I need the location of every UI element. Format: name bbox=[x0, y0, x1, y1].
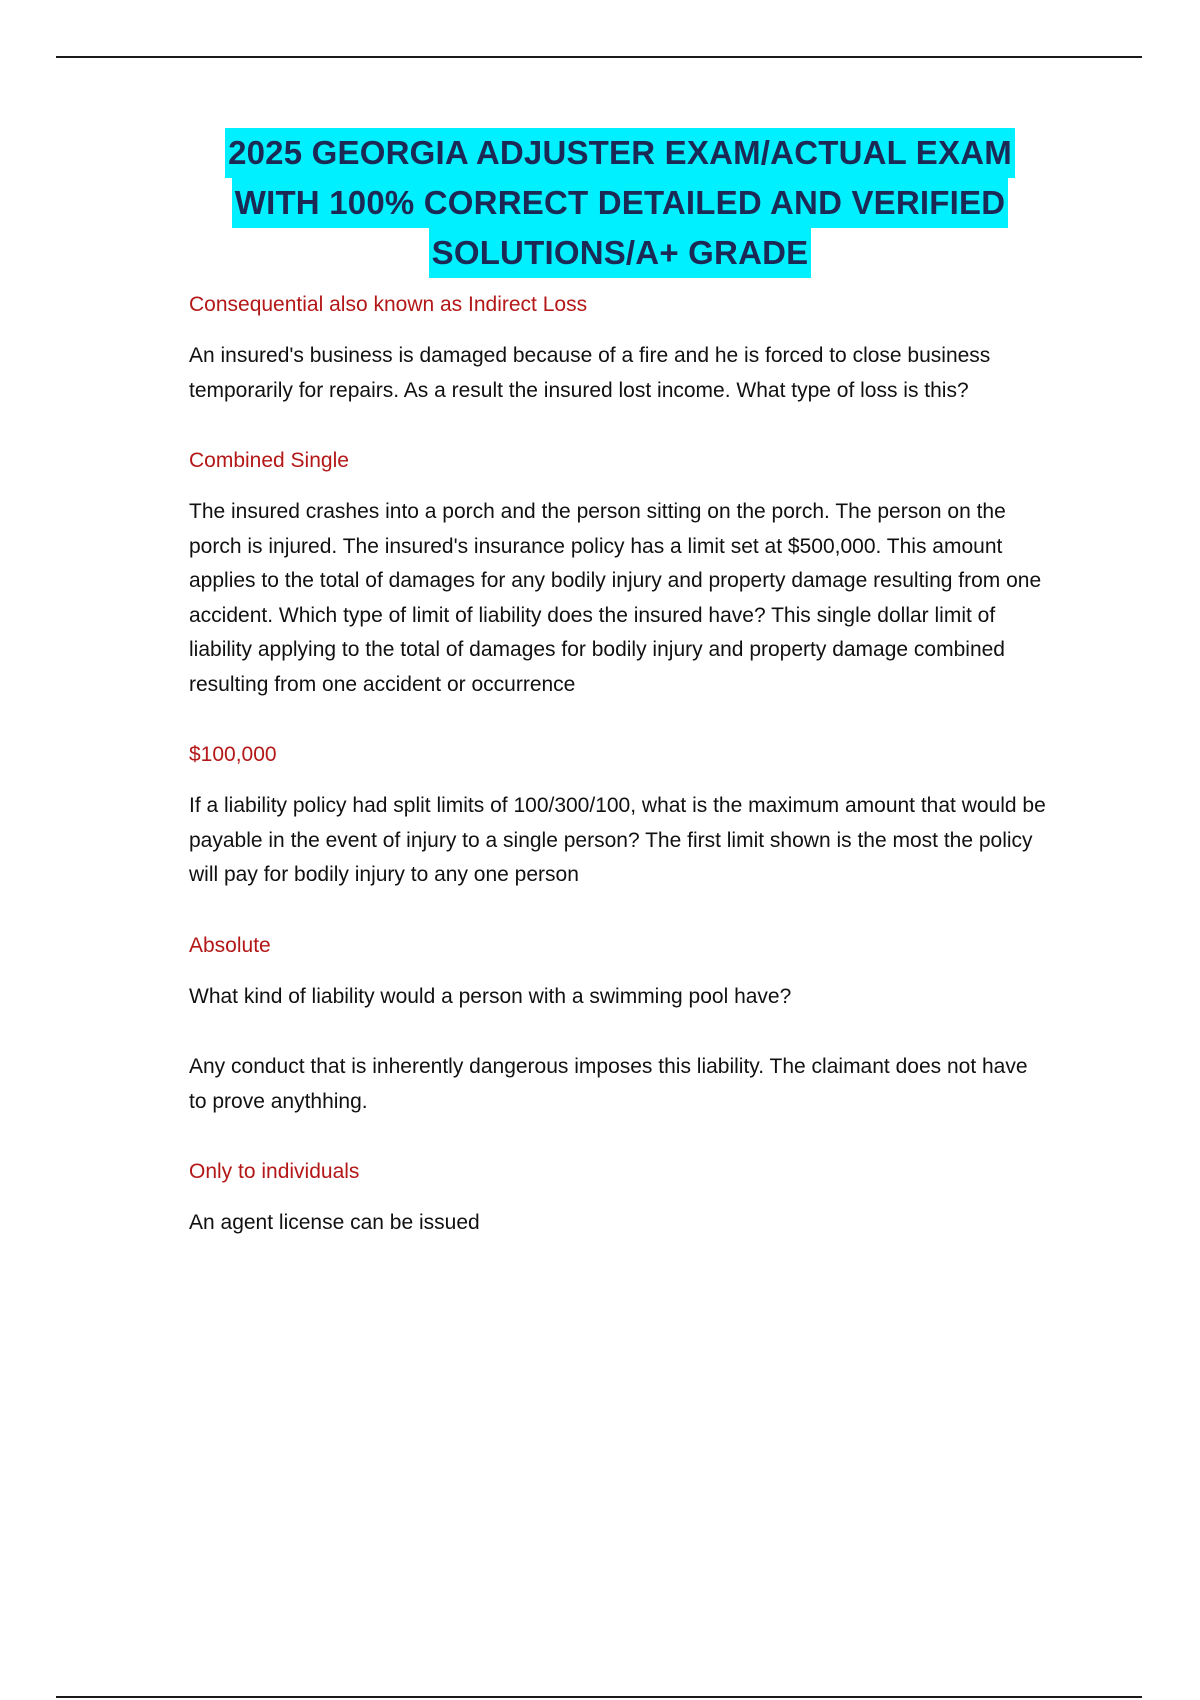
answer-text: Absolute bbox=[189, 933, 271, 957]
title-line-2: WITH 100% CORRECT DETAILED AND VERIFIED bbox=[232, 178, 1009, 228]
bottom-rule bbox=[56, 1696, 1142, 1698]
answer-text: Only to individuals bbox=[189, 1160, 360, 1183]
answer-text: Combined Single bbox=[189, 449, 349, 472]
title-line-3: SOLUTIONS/A+ GRADE bbox=[429, 228, 812, 278]
explanation-text: Any conduct that is inherently dangerous imposes this liability. The claimant does not have to prove anythhing. bbox=[189, 1055, 1028, 1113]
question-text: If a liability policy had split limits of 100/300/100, what is the maximum amount that would be payable in the event of injury to a single person? The first limit shown is the most the policy will pay for bodily injury to any one person bbox=[189, 794, 1046, 886]
qa-item bbox=[189, 288, 1049, 408]
question-text: The insured crashes into a porch and the person sitting on the porch. The person on the porch is injured. The insured's insurance policy has a limit set at $500,000. This amount applies to the total of damages for any bodily injury and property damage resulting from one accident. Which type of limit of liability does the insured have? This single dollar limit of liability applying to the total of damages for bodily injury and property damage combined resulting from one accident or occurrence bbox=[189, 500, 1042, 696]
question-text: An insured's business is damaged because of a fire and he is forced to close business temporarily for repairs. As a result the insured lost income. What type of loss is this? bbox=[189, 344, 991, 402]
question-text: An agent license can be issued bbox=[189, 1211, 480, 1234]
document-title bbox=[190, 128, 1050, 278]
qa-list bbox=[189, 288, 1049, 1241]
answer-text: $100,000 bbox=[189, 743, 277, 766]
qa-item bbox=[189, 738, 1049, 893]
qa-item bbox=[189, 1155, 1049, 1241]
answer-text: Consequential also known as Indirect Loss bbox=[189, 293, 588, 316]
top-rule bbox=[56, 56, 1142, 58]
question-text: What kind of liability would a person with a swimming pool have? bbox=[189, 984, 792, 1008]
qa-item bbox=[189, 929, 1049, 1120]
title-line-1: 2025 GEORGIA ADJUSTER EXAM/ACTUAL EXAM bbox=[225, 128, 1015, 178]
qa-item bbox=[189, 444, 1049, 702]
